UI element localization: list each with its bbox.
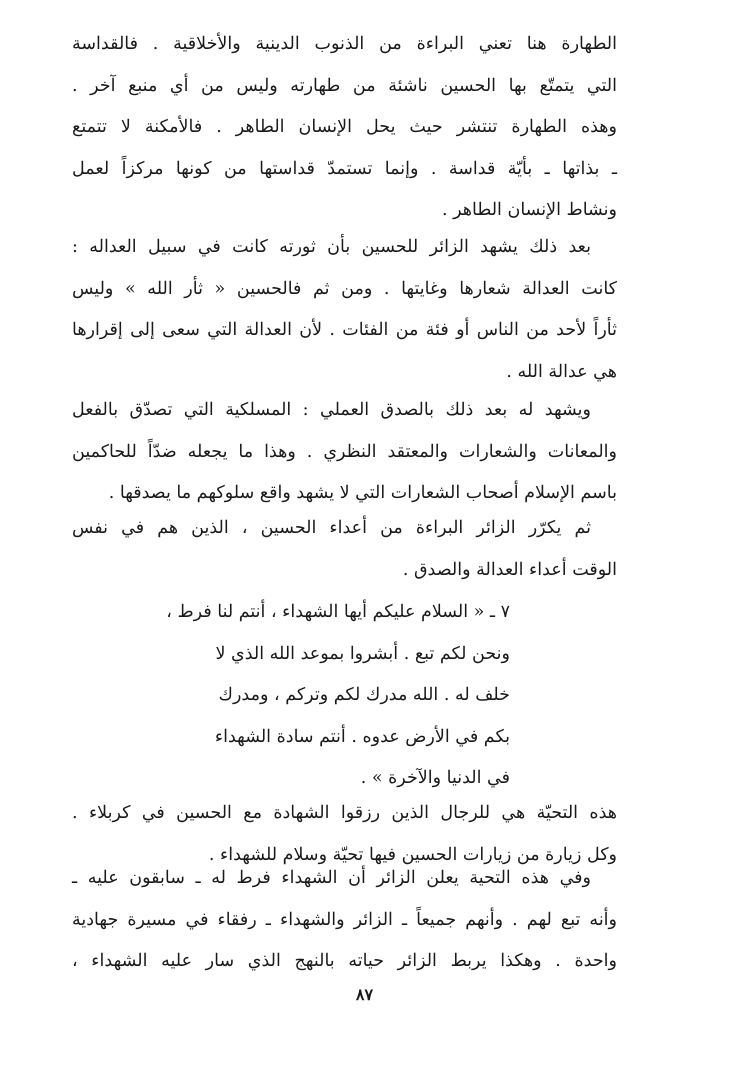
text-line: باسم الإسلام أصحاب الشعارات التي لا يشهد واقع سلوكهم ما يصدقها . bbox=[108, 483, 617, 503]
text-line: هي عدالة الله . bbox=[506, 361, 617, 382]
text-line: وأنه تبع لهم . وأنهم جميعاً ـ الزائر والشهداء ـ رفقاء في مسيرة جهادية bbox=[72, 909, 617, 930]
paragraph-purity bbox=[72, 24, 617, 232]
text-line: ـ بذاتها ـ بأيّة قداسة . وإنما تستمدّ قداستها من كونها مركزاً لعمل bbox=[72, 158, 617, 179]
paragraph-justice bbox=[72, 227, 617, 393]
text-line: ونشاط الإنسان الطاهر . bbox=[442, 200, 617, 220]
text-line: والمعانات والشعارات والمعتقد النظري . وهذا ما يجعله ضدّاً للحاكمين bbox=[72, 441, 617, 462]
text-line: التي يتمتّع بها الحسين ناشئة من طهارته وليس من أي منبع آخر . bbox=[72, 75, 617, 96]
text-line: ويشهد له بعد ذلك بالصدق العملي : المسلكية التي تصدّق بالفعل bbox=[72, 400, 591, 420]
paragraph-enemies bbox=[72, 508, 617, 591]
page-number: ٨٧ bbox=[355, 985, 374, 1004]
text-line: ثم يكرّر الزائر البراءة من أعداء الحسين ، الذين هم في نفس bbox=[72, 518, 591, 538]
text-line: ثأراً لأحد من الناس أو فئة من الفئات . لأن العدالة التي سعى إلى إقرارها bbox=[72, 320, 617, 340]
paragraph-martyrs bbox=[72, 858, 617, 983]
text-line: الوقت أعداء العدالة والصدق . bbox=[402, 559, 617, 580]
quote-line: ٧ ـ « السلام عليكم أيها الشهداء ، أنتم لنا فرط ، bbox=[166, 602, 510, 622]
text-line: كانت العدالة شعارها وغايتها . ومن ثم فالحسين « ثأر الله » وليس bbox=[72, 278, 617, 299]
paragraph-sincerity bbox=[72, 390, 617, 515]
quote-line: في الدنيا والآخرة » . bbox=[360, 768, 510, 788]
text-line: الطهارة هنا تعني البراءة من الذنوب الدينية والأخلاقية . فالقداسة bbox=[72, 34, 617, 54]
text-line: وفي هذه التحية يعلن الزائر أن الشهداء فرط له ـ سابقون عليه ـ bbox=[72, 868, 591, 888]
quote-line: خلف له . الله مدرك لكم وتركم ، ومدرك bbox=[218, 685, 510, 705]
text-line: وكل زيارة من زيارات الحسين فيها تحيّة وسلام للشهداء . bbox=[208, 844, 617, 865]
text-line: وهذه الطهارة تنتشر حيث يحل الإنسان الطاهر . فالأمكنة لا تتمتع bbox=[72, 117, 617, 137]
text-line: هذه التحيّة هي للرجال الذين رزقوا الشهادة مع الحسين في كربلاء . bbox=[72, 803, 617, 823]
quote-block bbox=[166, 592, 510, 800]
text-line: واحدة . وهكذا يربط الزائر حياته بالنهج الذي سار عليه الشهداء ، bbox=[72, 951, 617, 971]
text-line: بعد ذلك يشهد الزائر للحسين بأن ثورته كانت في سبيل العداله : bbox=[72, 237, 591, 257]
quote-line: بكم في الأرض عدوه . أنتم سادة الشهداء bbox=[214, 726, 510, 747]
quote-line: ونحن لكم تبع . أبشروا بموعد الله الذي لا bbox=[215, 643, 510, 664]
